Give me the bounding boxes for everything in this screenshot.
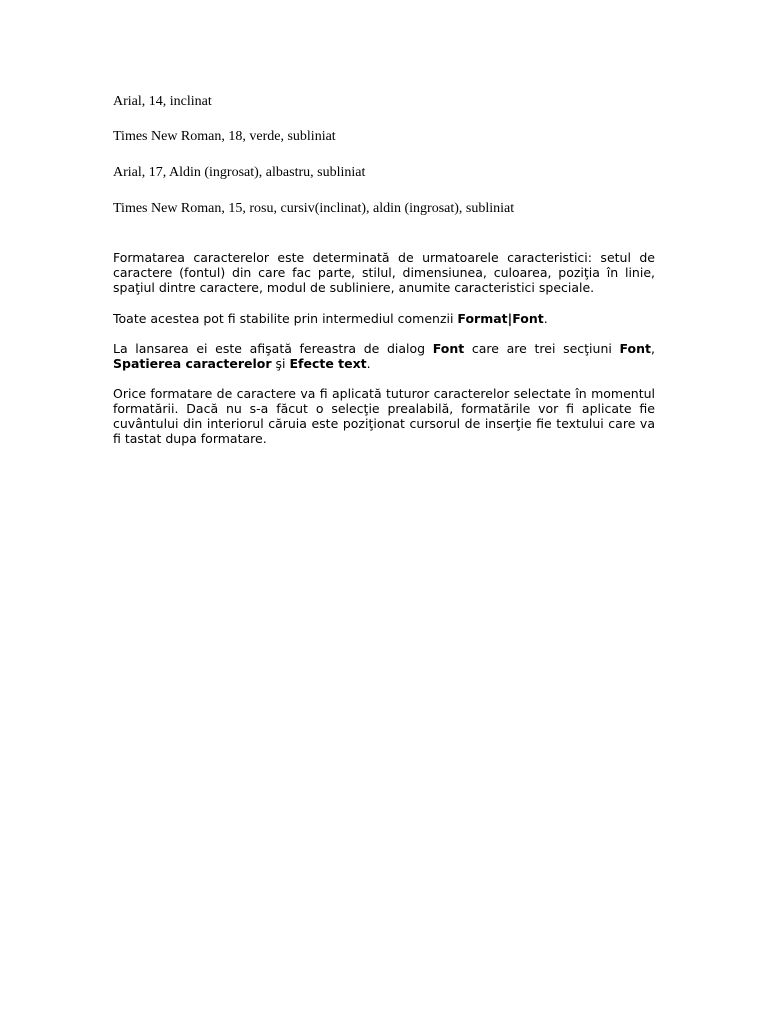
dialog-text-1: La lansarea ei este afişată fereastra de dialog — [113, 341, 433, 356]
dialog-text-5: . — [366, 356, 371, 371]
sample-line-1: Arial, 14, inclinat — [113, 94, 212, 109]
section-spacing: Spatierea caracterelor — [113, 356, 272, 371]
sample-line-4: Times New Roman, 15, rosu, cursiv(inclinat), aldin (ingrosat), subliniat — [113, 201, 515, 216]
paragraph-selection: Orice formatare de caractere va fi aplicată tuturor caracterelor selectate în momentul formatării. Dacă nu s-a făcut o selecţie prealabilă, formatările vor fi aplicate fie cuvântului din interiorul căruia este poziţionat cursorul de inserţie fie textului care va fi tastat dupa formatare. — [113, 386, 655, 446]
dialog-text-4: şi — [271, 356, 290, 371]
section-font: Font — [619, 341, 651, 356]
sample-line-2: Times New Roman, 18, verde, subliniat — [113, 129, 336, 144]
paragraph-formatting-intro: Formatarea caracterelor este determinată de urmatoarele caracteristici: setul de caractere (fontul) din care fac parte, stilul, dimensiunea, culoarea, poziţia în linie, spaţiul dintre caractere, modul de subliniere, anumite caracteristici speciale. — [113, 250, 655, 295]
paragraph-dialog — [113, 341, 655, 371]
dialog-text-3: , — [651, 341, 655, 356]
paragraph-command-end: . — [543, 311, 548, 326]
sample-line-3: Arial, 17, Aldin (ingrosat), albastru, subliniat — [113, 165, 366, 180]
command-name: Format|Font — [457, 311, 544, 326]
paragraph-command — [113, 311, 655, 326]
section-text-effects: Efecte text — [289, 356, 367, 371]
dialog-name: Font — [432, 341, 465, 356]
dialog-text-2: care are trei secţiuni — [464, 341, 620, 356]
paragraph-command-text: Toate acestea pot fi stabilite prin intermediul comenzii — [113, 311, 458, 326]
